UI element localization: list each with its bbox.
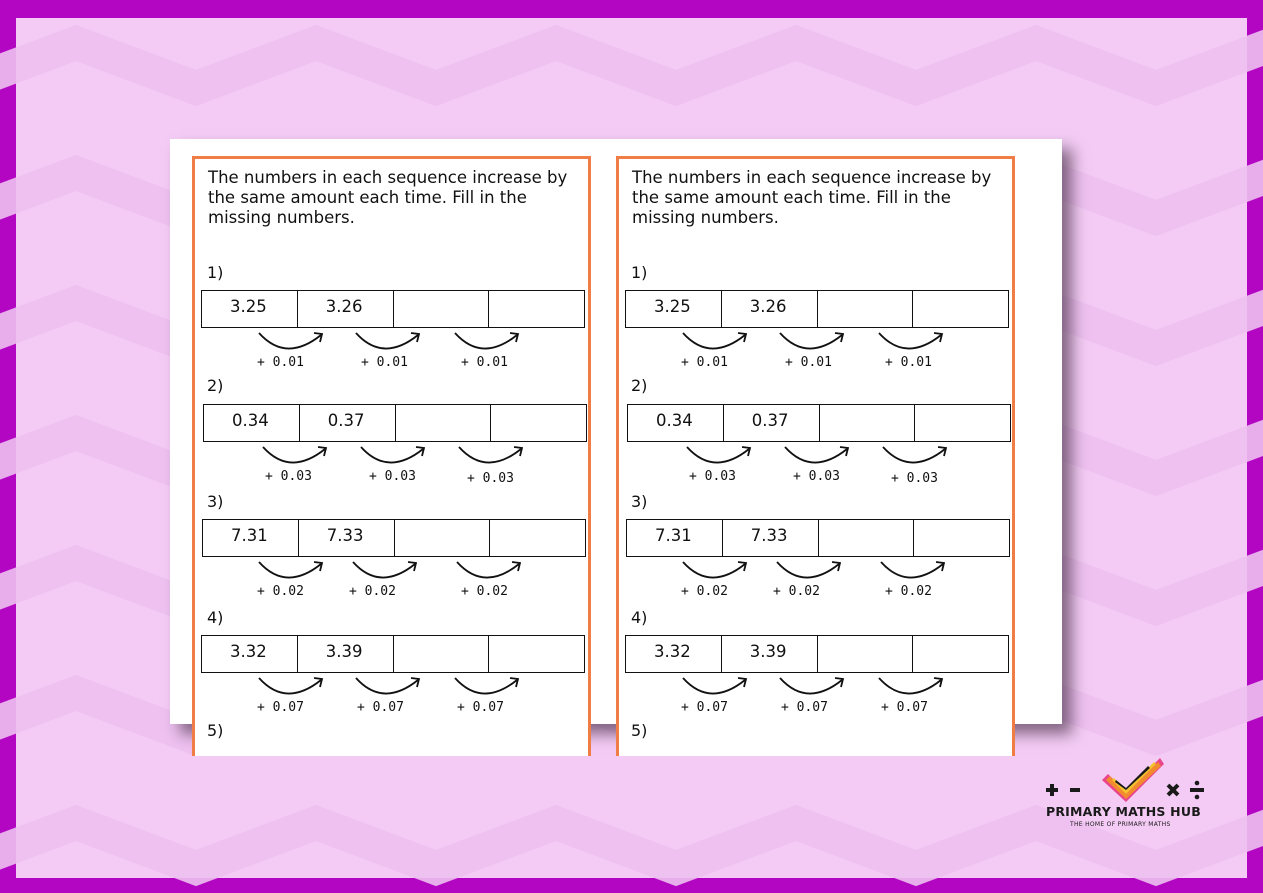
worksheet-preview [170, 139, 1062, 740]
jump-label: + 0.01 [461, 355, 508, 370]
question-label-partial: 5) [631, 721, 648, 740]
sequence-cell: 0.37 [300, 405, 396, 441]
jump-label: + 0.01 [257, 355, 304, 370]
jump-label: + 0.07 [881, 700, 928, 715]
sequence-cell: 3.26 [722, 291, 818, 327]
answer-box[interactable] [914, 520, 1009, 556]
jump-arrows [625, 443, 1009, 491]
sequence-row [625, 635, 1009, 673]
sequence-cell: 3.32 [202, 636, 298, 672]
primary-maths-hub-logo [1040, 752, 1230, 832]
jump-label: + 0.07 [357, 700, 404, 715]
sequence-cell: 3.32 [626, 636, 722, 672]
answer-box[interactable] [395, 520, 491, 556]
jump-label: + 0.07 [681, 700, 728, 715]
answer-box[interactable] [491, 405, 586, 441]
answer-box[interactable] [489, 291, 584, 327]
sequence-cell: 7.33 [723, 520, 819, 556]
question-label-partial: 5) [207, 721, 224, 740]
jump-arrows [625, 558, 1009, 606]
jump-arrows [201, 674, 585, 722]
question-label: 4) [631, 608, 648, 627]
jump-label: + 0.03 [689, 469, 736, 484]
jump-arrows [625, 674, 1009, 722]
jump-label: + 0.02 [349, 584, 396, 599]
sequence-cell: 3.39 [298, 636, 394, 672]
sequence-cell: 3.26 [298, 291, 394, 327]
question-label: 3) [207, 492, 224, 511]
jump-arrows [201, 329, 585, 377]
sequence-cell: 7.31 [203, 520, 299, 556]
jump-label: + 0.01 [785, 355, 832, 370]
answer-box[interactable] [915, 405, 1010, 441]
worksheet-panel-left [192, 156, 591, 756]
jump-label: + 0.03 [467, 471, 514, 486]
sequence-row [202, 519, 586, 557]
answer-box[interactable] [396, 405, 492, 441]
jump-label: + 0.02 [461, 584, 508, 599]
logo-mark-icon [1040, 752, 1230, 804]
jump-arrows [625, 329, 1009, 377]
logo-title: PRIMARY MATHS HUB [1046, 804, 1201, 819]
jump-label: + 0.07 [257, 700, 304, 715]
answer-box[interactable] [913, 636, 1008, 672]
jump-label: + 0.01 [361, 355, 408, 370]
sequence-cell: 0.37 [724, 405, 820, 441]
jump-arrows [201, 443, 585, 491]
question-label: 1) [207, 263, 224, 282]
answer-box[interactable] [818, 291, 914, 327]
sequence-row [627, 404, 1011, 442]
worksheet-panel-right [616, 156, 1015, 756]
answer-box[interactable] [820, 405, 916, 441]
jump-label: + 0.02 [773, 584, 820, 599]
jump-label: + 0.01 [681, 355, 728, 370]
sequence-row [625, 290, 1009, 328]
sequence-cell: 7.33 [299, 520, 395, 556]
answer-box[interactable] [394, 636, 490, 672]
answer-box[interactable] [490, 520, 585, 556]
jump-label: + 0.01 [885, 355, 932, 370]
sequence-row [201, 635, 585, 673]
jump-label: + 0.03 [793, 469, 840, 484]
answer-box[interactable] [818, 636, 914, 672]
jump-label: + 0.03 [369, 469, 416, 484]
question-label: 2) [631, 376, 648, 395]
answer-box[interactable] [913, 291, 1008, 327]
jump-label: + 0.07 [781, 700, 828, 715]
sequence-row [201, 290, 585, 328]
instructions-text: The numbers in each sequence increase by the same amount each time. Fill in the missing numbers. [208, 168, 568, 227]
sequence-cell: 0.34 [628, 405, 724, 441]
sequence-cell: 0.34 [204, 405, 300, 441]
sequence-cell: 3.39 [722, 636, 818, 672]
answer-box[interactable] [394, 291, 490, 327]
question-label: 3) [631, 492, 648, 511]
jump-label: + 0.02 [885, 584, 932, 599]
sequence-row [203, 404, 587, 442]
jump-label: + 0.03 [265, 469, 312, 484]
sequence-cell: 7.31 [627, 520, 723, 556]
question-label: 1) [631, 263, 648, 282]
jump-label: + 0.02 [257, 584, 304, 599]
sequence-cell: 3.25 [626, 291, 722, 327]
jump-label: + 0.02 [681, 584, 728, 599]
logo-subtitle: THE HOME OF PRIMARY MATHS [1070, 821, 1171, 828]
jump-arrows [201, 558, 585, 606]
answer-box[interactable] [489, 636, 584, 672]
jump-label: + 0.07 [457, 700, 504, 715]
question-label: 4) [207, 608, 224, 627]
answer-box[interactable] [819, 520, 915, 556]
jump-label: + 0.03 [891, 471, 938, 486]
sequence-cell: 3.25 [202, 291, 298, 327]
instructions-text: The numbers in each sequence increase by the same amount each time. Fill in the missing numbers. [632, 168, 992, 227]
sequence-row [626, 519, 1010, 557]
question-label: 2) [207, 376, 224, 395]
